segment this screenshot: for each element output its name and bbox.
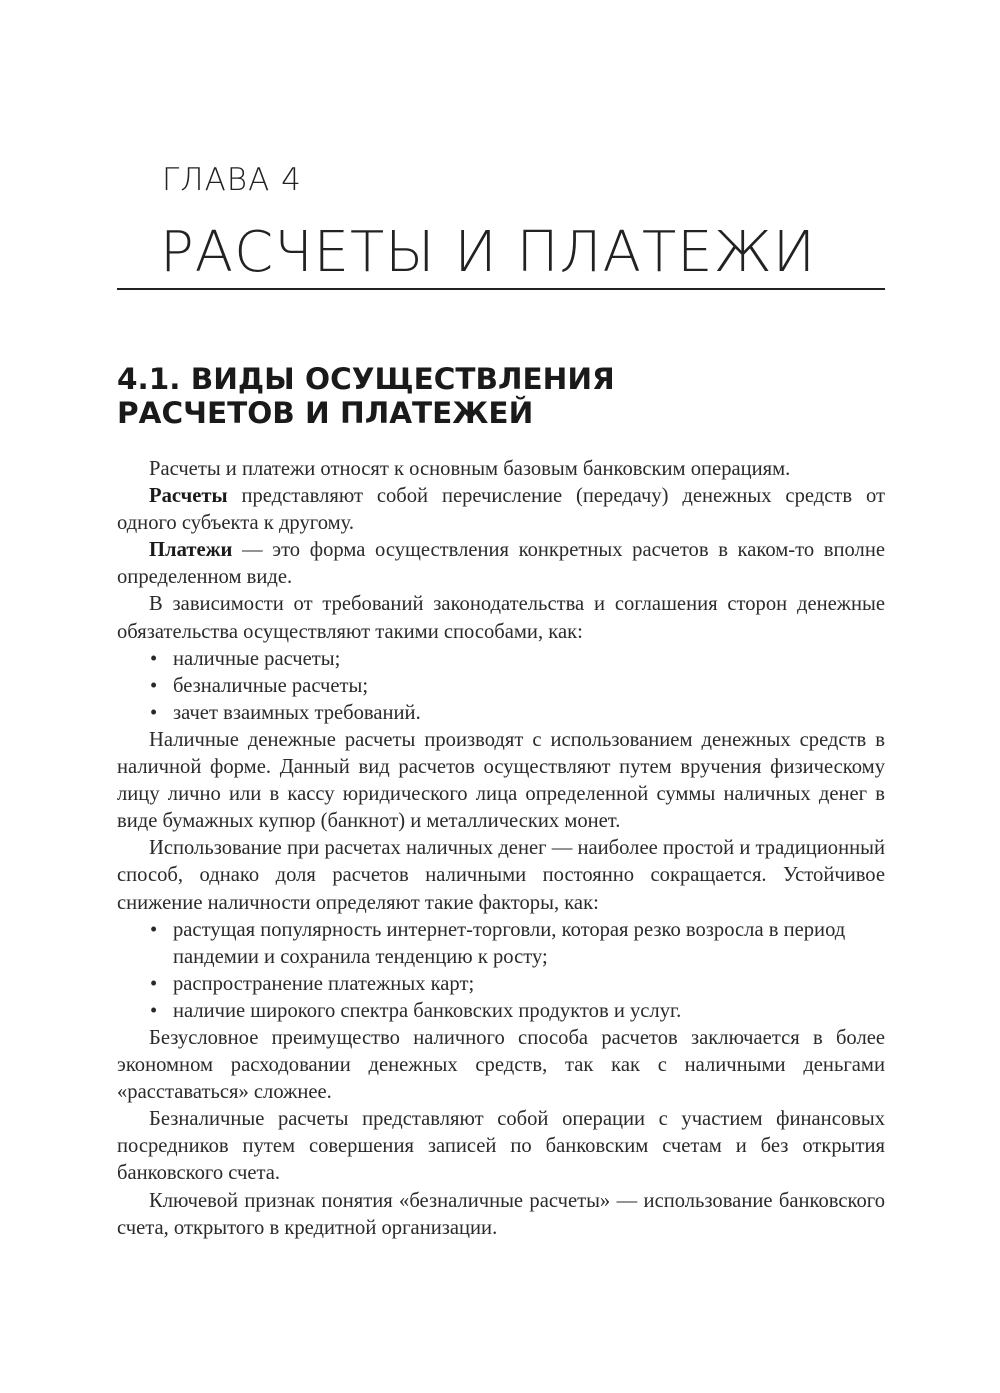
list-item-text: наличные расчеты; <box>173 647 341 670</box>
term-payments: Платежи <box>149 539 233 562</box>
section-heading <box>117 362 615 430</box>
section-heading-line-1: 4.1. ВИДЫ ОСУЩЕСТВЛЕНИЯ <box>117 362 615 396</box>
chapter-title: РАСЧЕТЫ И ПЛАТЕЖИ <box>160 220 817 285</box>
paragraph-noncash-definition: Безналичные расчеты представляют собой операции с участием финансовых посредников путем совершения записей по банковским счетам и без открытия банковского счета. <box>117 1108 885 1185</box>
paragraph-cash-decline: Использование при расчетах наличных денег — наиболее простой и традиционный способ, однако доля расчетов наличными постоянно сокращается. Устойчивое снижение наличности определяют такие факторы, как: <box>117 837 885 914</box>
list-item-text: зачет взаимных требований. <box>173 701 421 724</box>
list-item <box>117 917 885 971</box>
bullet-icon: • <box>150 701 158 724</box>
paragraph-definition-payments <box>117 537 885 591</box>
methods-list <box>117 646 885 727</box>
definition-settlements-text: представляют собой перечисление (передачу) денежных средств от одного субъекта к другому. <box>117 485 885 535</box>
section-heading-line-2: РАСЧЕТОВ И ПЛАТЕЖЕЙ <box>117 396 534 430</box>
bullet-icon: • <box>150 647 158 670</box>
bullet-icon: • <box>150 972 158 995</box>
list-item-text: наличие широкого спектра банковских продуктов и услуг. <box>173 999 682 1022</box>
bullet-icon: • <box>150 674 158 697</box>
list-item <box>117 700 885 727</box>
paragraph-definition-settlements <box>117 483 885 537</box>
list-item <box>117 673 885 700</box>
list-item-text: безналичные расчеты; <box>173 674 369 697</box>
paragraph-methods: В зависимости от требований законодательства и соглашения сторон денежные обязательства осуществляют такими способами, как: <box>117 593 885 643</box>
list-item <box>117 998 885 1025</box>
definition-payments-text: — это форма осуществления конкретных расчетов в каком-то вполне определенном виде. <box>117 539 885 589</box>
paragraph-cash-advantage: Безусловное преимущество наличного способа расчетов заключается в более экономном расходовании денежных средств, так как с наличными деньгами «расставаться» сложнее. <box>117 1026 885 1104</box>
paragraph-intro: Расчеты и платежи относят к основным базовым банковским операциям. <box>149 458 791 480</box>
paragraph-noncash-key-feature: Ключевой признак понятия «безналичные расчеты» — использование банковского счета, открытого в кредитной организации. <box>117 1189 885 1239</box>
list-item-text: распространение платежных карт; <box>173 972 475 995</box>
chapter-divider <box>117 288 885 290</box>
list-item <box>117 971 885 998</box>
paragraph-cash-settlements: Наличные денежные расчеты производят с использованием денежных средств в наличной форме. Данный вид расчетов осуществляют путем вручения физическому лицу лично или в кассу юридического лица определенной суммы наличных денег в виде бумажных купюр (банкнот) и металлических монет. <box>117 728 885 833</box>
factors-list <box>117 917 885 1025</box>
list-item <box>117 646 885 673</box>
body-text <box>117 456 885 1242</box>
list-item-text: растущая популярность интернет-торговли, которая резко возросла в период пандемии и сохранила тенденцию к росту; <box>173 918 846 968</box>
term-settlements: Расчеты <box>149 485 228 508</box>
bullet-icon: • <box>150 999 158 1022</box>
chapter-label: ГЛАВА 4 <box>162 162 302 198</box>
bullet-icon: • <box>150 918 158 941</box>
